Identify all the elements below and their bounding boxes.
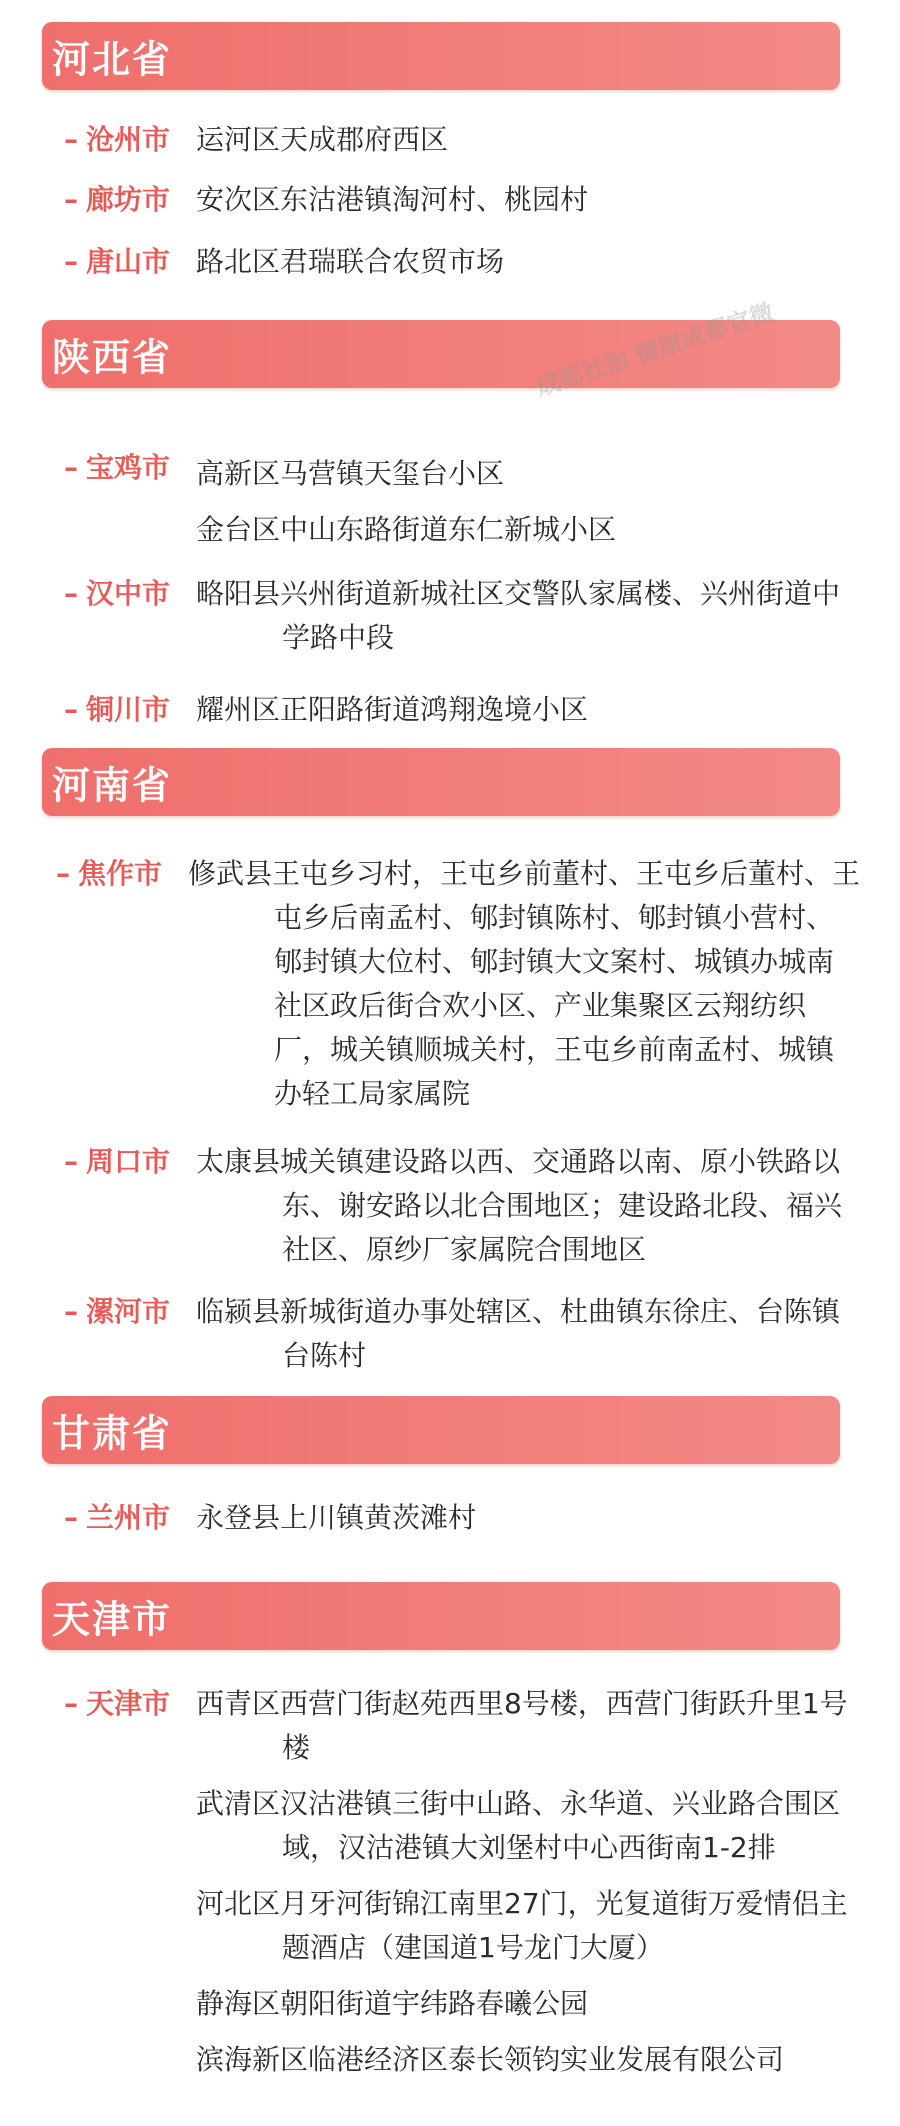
location-text: 运河区天成郡府西区 [196,123,449,156]
location-text: 耀州区正阳路街道鸿翔逸境小区 [196,693,589,726]
province-header-tianjin [42,1582,840,1650]
city-label: – 焦作市 [56,857,163,890]
watermark: 成都社治 健康成都官微 [532,298,778,402]
city-entry-luohe [64,1290,860,1378]
city-label: – 廊坊市 [64,183,171,216]
location-text: 武清区汉沽港镇三街中山路、永华道、兴业路合围区域，汉沽港镇大刘堡村中心西街南1-2排 [196,1787,841,1864]
location-text: 路北区君瑞联合农贸市场 [196,245,505,278]
location-text: 静海区朝阳街道宇纬路春曦公园 [196,1987,589,2020]
city-entry-tongchuan [64,688,860,732]
city-entry-jiaozuo [56,852,860,1116]
province-header-hebei [42,22,840,90]
location-text: 永登县上川镇黄茨滩村 [196,1501,477,1534]
city-label: – 沧州市 [64,123,171,156]
location-text: 太康县城关镇建设路以西、交通路以南、原小铁路以东、谢安路以北合围地区；建设路北段、福兴社区、原纱厂家属院合围地区 [196,1145,843,1266]
city-entry-lanzhou [64,1496,860,1540]
city-entry-tianjin [64,1682,860,2082]
city-label: – 周口市 [64,1145,171,1178]
province-title: 天津市 [52,1597,173,1642]
location-text: 安次区东沽港镇淘河村、桃园村 [196,183,589,216]
location-text: 河北区月牙河街锦江南里27门，光复道街万爱情侣主题酒店（建国道1号龙门大厦） [196,1887,848,1964]
province-title: 陕西省 [52,335,173,380]
location-text: 修武县王屯乡习村，王屯乡前董村、王屯乡后董村、王屯乡后南孟村、郇封镇陈村、郇封镇小营村、郇封镇大位村、郇封镇大文案村、城镇办城南社区政后街合欢小区、产业集聚区云翔纺织厂，城关镇顺城关村，王屯乡前南孟村、城镇办轻工局家属院 [188,857,861,1110]
city-entry-tangshan [64,240,860,284]
city-label: – 铜川市 [64,693,171,726]
location-text: 临颍县新城街道办事处辖区、杜曲镇东徐庄、台陈镇台陈村 [196,1295,841,1372]
city-entry-cangzhou [64,118,860,162]
city-label: – 天津市 [64,1687,171,1720]
province-header-gansu [42,1396,840,1464]
location-text: 略阳县兴州街道新城社区交警队家属楼、兴州街道中学路中段 [196,577,841,654]
city-entry-langfang [64,178,860,222]
location-text: 滨海新区临港经济区泰长领钧实业发展有限公司 [196,2043,785,2076]
province-title: 河南省 [52,763,173,808]
province-title: 河北省 [52,37,173,82]
province-title: 甘肃省 [52,1411,173,1456]
location-text: 西青区西营门街赵苑西里8号楼，西营门街跃升里1号楼 [196,1687,848,1764]
city-label: – 兰州市 [64,1501,171,1534]
city-label: – 漯河市 [64,1295,171,1328]
city-label: – 唐山市 [64,245,171,278]
province-header-henan [42,748,840,816]
city-entry-zhoukou [64,1140,860,1272]
city-label: – 宝鸡市 [64,451,171,484]
city-entry-hanzhong [64,572,860,660]
location-text: 高新区马营镇天玺台小区 [196,457,505,490]
location-text: 金台区中山东路街道东仁新城小区 [196,513,617,546]
city-label: – 汉中市 [64,577,171,610]
city-entry-baoji [64,446,860,558]
